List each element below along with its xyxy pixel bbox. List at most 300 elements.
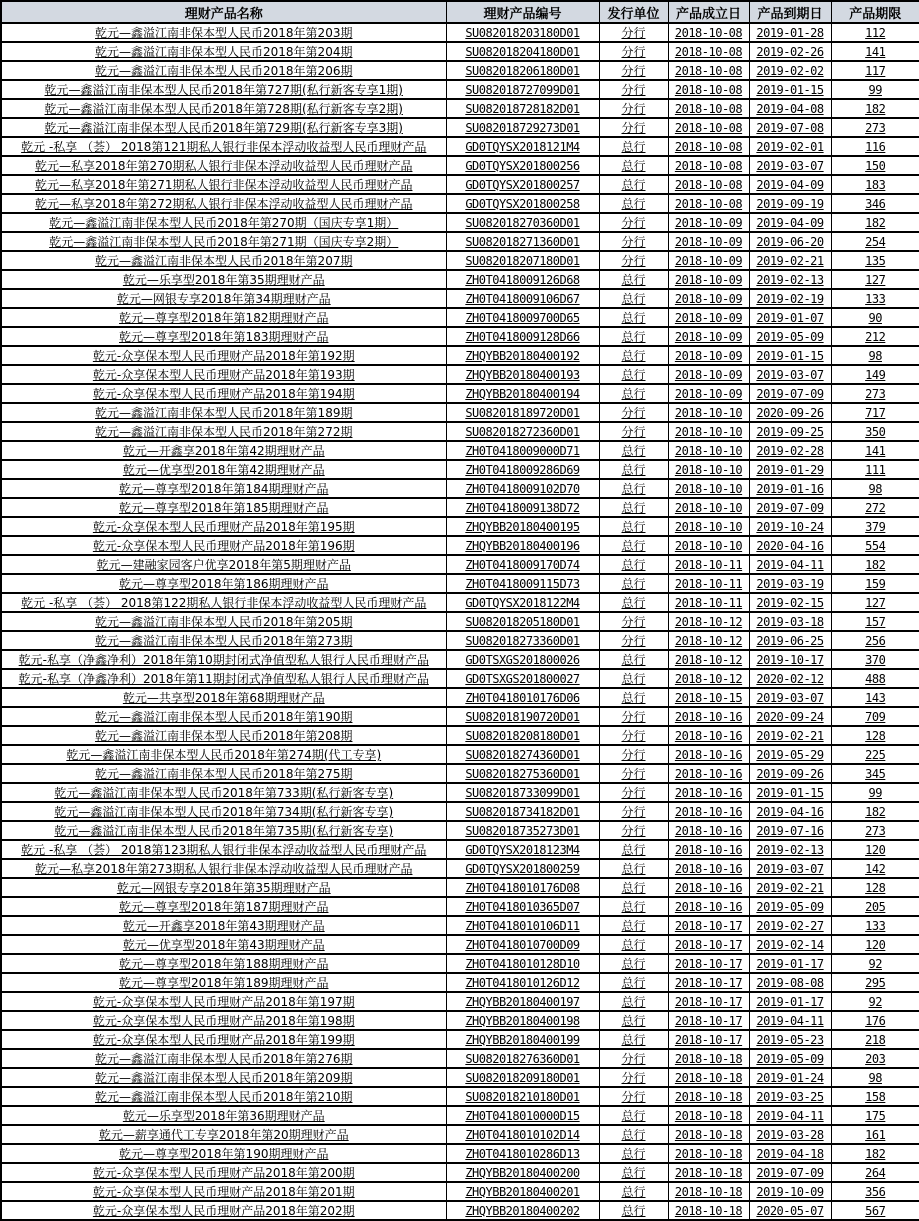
cell-term-days[interactable]: 92 [831,954,919,973]
cell-product-code[interactable]: ZH0T0418010365D07 [446,897,599,916]
cell-product-code[interactable]: ZHQYBB20180400201 [446,1182,599,1201]
cell-establish-date[interactable]: 2018-10-08 [668,137,749,156]
cell-product-code[interactable]: SU082018205180D01 [446,612,599,631]
cell-product-name[interactable]: 乾元—鑫溢江南非保本型人民币2018年第727期(私行新客专享1期) [1,80,446,99]
cell-establish-date[interactable]: 2018-10-18 [668,1087,749,1106]
cell-issuing-unit[interactable]: 分行 [599,764,668,783]
cell-establish-date[interactable]: 2018-10-16 [668,840,749,859]
cell-issuing-unit[interactable]: 分行 [599,1068,668,1087]
cell-issuing-unit[interactable]: 总行 [599,688,668,707]
cell-establish-date[interactable]: 2018-10-18 [668,1163,749,1182]
cell-issuing-unit[interactable]: 总行 [599,916,668,935]
cell-product-code[interactable]: GD0TQYSX2018123M4 [446,840,599,859]
cell-term-days[interactable]: 133 [831,916,919,935]
cell-establish-date[interactable]: 2018-10-08 [668,80,749,99]
cell-establish-date[interactable]: 2018-10-18 [668,1106,749,1125]
cell-maturity-date[interactable]: 2019-04-18 [749,1144,831,1163]
cell-term-days[interactable]: 225 [831,745,919,764]
cell-issuing-unit[interactable]: 总行 [599,954,668,973]
cell-product-code[interactable]: SU082018733099D01 [446,783,599,802]
cell-product-name[interactable]: 乾元—鑫溢江南非保本型人民币2018年第205期 [1,612,446,631]
cell-maturity-date[interactable]: 2019-03-25 [749,1087,831,1106]
cell-issuing-unit[interactable]: 总行 [599,365,668,384]
cell-product-name[interactable]: 乾元—鑫溢江南非保本型人民币2018年第733期(私行新客专享) [1,783,446,802]
cell-issuing-unit[interactable]: 总行 [599,840,668,859]
cell-product-code[interactable]: SU082018207180D01 [446,251,599,270]
cell-product-code[interactable]: GD0TQYSX201800259 [446,859,599,878]
cell-maturity-date[interactable]: 2019-04-16 [749,802,831,821]
cell-product-name[interactable]: 乾元-众享保本型人民币理财产品2018年第194期 [1,384,446,403]
cell-maturity-date[interactable]: 2020-02-12 [749,669,831,688]
cell-maturity-date[interactable]: 2019-09-19 [749,194,831,213]
cell-product-code[interactable]: GD0TSXGS201800027 [446,669,599,688]
cell-product-name[interactable]: 乾元—尊享型2018年第182期理财产品 [1,308,446,327]
cell-product-code[interactable]: SU082018735273D01 [446,821,599,840]
cell-product-name[interactable]: 乾元—鑫溢江南非保本型人民币2018年第275期 [1,764,446,783]
cell-establish-date[interactable]: 2018-10-17 [668,916,749,935]
cell-issuing-unit[interactable]: 总行 [599,517,668,536]
cell-maturity-date[interactable]: 2019-07-08 [749,118,831,137]
cell-product-code[interactable]: ZH0T0418010286D13 [446,1144,599,1163]
cell-maturity-date[interactable]: 2019-02-21 [749,726,831,745]
cell-term-days[interactable]: 127 [831,593,919,612]
cell-maturity-date[interactable]: 2019-05-29 [749,745,831,764]
cell-term-days[interactable]: 98 [831,479,919,498]
cell-issuing-unit[interactable]: 分行 [599,726,668,745]
cell-product-code[interactable]: GD0TQYSX201800257 [446,175,599,194]
cell-maturity-date[interactable]: 2019-01-29 [749,460,831,479]
cell-establish-date[interactable]: 2018-10-08 [668,42,749,61]
cell-product-name[interactable]: 乾元-众享保本型人民币理财产品2018年第198期 [1,1011,446,1030]
cell-issuing-unit[interactable]: 总行 [599,555,668,574]
cell-maturity-date[interactable]: 2019-01-15 [749,346,831,365]
cell-product-code[interactable]: ZHQYBB20180400195 [446,517,599,536]
cell-issuing-unit[interactable]: 总行 [599,593,668,612]
cell-term-days[interactable]: 176 [831,1011,919,1030]
cell-product-code[interactable]: SU082018210180D01 [446,1087,599,1106]
cell-term-days[interactable]: 273 [831,118,919,137]
cell-term-days[interactable]: 567 [831,1201,919,1220]
cell-maturity-date[interactable]: 2019-10-09 [749,1182,831,1201]
cell-product-code[interactable]: ZH0T0418009700D65 [446,308,599,327]
cell-product-name[interactable]: 乾元—尊享型2018年第187期理财产品 [1,897,446,916]
cell-establish-date[interactable]: 2018-10-08 [668,61,749,80]
cell-product-name[interactable]: 乾元—鑫溢江南非保本型人民币2018年第735期(私行新客专享) [1,821,446,840]
cell-establish-date[interactable]: 2018-10-10 [668,498,749,517]
cell-issuing-unit[interactable]: 分行 [599,1049,668,1068]
cell-establish-date[interactable]: 2018-10-12 [668,669,749,688]
cell-establish-date[interactable]: 2018-10-10 [668,460,749,479]
cell-product-name[interactable]: 乾元—鑫溢江南非保本型人民币2018年第276期 [1,1049,446,1068]
cell-maturity-date[interactable]: 2020-04-16 [749,536,831,555]
cell-term-days[interactable]: 149 [831,365,919,384]
cell-issuing-unit[interactable]: 总行 [599,973,668,992]
cell-maturity-date[interactable]: 2019-04-11 [749,1011,831,1030]
cell-issuing-unit[interactable]: 分行 [599,42,668,61]
cell-maturity-date[interactable]: 2019-06-20 [749,232,831,251]
cell-issuing-unit[interactable]: 总行 [599,460,668,479]
cell-product-name[interactable]: 乾元—开鑫享2018年第43期理财产品 [1,916,446,935]
cell-product-code[interactable]: SU082018276360D01 [446,1049,599,1068]
cell-maturity-date[interactable]: 2019-07-09 [749,498,831,517]
cell-establish-date[interactable]: 2018-10-12 [668,650,749,669]
cell-maturity-date[interactable]: 2019-09-25 [749,422,831,441]
cell-product-name[interactable]: 乾元—鑫溢江南非保本型人民币2018年第204期 [1,42,446,61]
cell-term-days[interactable]: 157 [831,612,919,631]
cell-establish-date[interactable]: 2018-10-16 [668,821,749,840]
cell-issuing-unit[interactable]: 分行 [599,612,668,631]
cell-maturity-date[interactable]: 2019-02-19 [749,289,831,308]
cell-product-code[interactable]: SU082018206180D01 [446,61,599,80]
cell-issuing-unit[interactable]: 总行 [599,1144,668,1163]
cell-maturity-date[interactable]: 2019-01-15 [749,80,831,99]
cell-term-days[interactable]: 346 [831,194,919,213]
cell-product-name[interactable]: 乾元 -私享 （荟） 2018第123期私人银行非保本浮动收益型人民币理财产品 [1,840,446,859]
cell-product-code[interactable]: ZH0T0418010700D09 [446,935,599,954]
cell-term-days[interactable]: 182 [831,99,919,118]
cell-product-code[interactable]: SU082018209180D01 [446,1068,599,1087]
cell-product-code[interactable]: ZH0T0418009286D69 [446,460,599,479]
cell-establish-date[interactable]: 2018-10-15 [668,688,749,707]
cell-term-days[interactable]: 254 [831,232,919,251]
cell-issuing-unit[interactable]: 分行 [599,403,668,422]
cell-maturity-date[interactable]: 2019-05-23 [749,1030,831,1049]
cell-establish-date[interactable]: 2018-10-18 [668,1182,749,1201]
cell-establish-date[interactable]: 2018-10-09 [668,384,749,403]
cell-product-name[interactable]: 乾元—鑫溢江南非保本型人民币2018年第190期 [1,707,446,726]
cell-product-name[interactable]: 乾元—薪享通代工专享2018年第20期理财产品 [1,1125,446,1144]
cell-product-name[interactable]: 乾元—鑫溢江南非保本型人民币2018年第728期(私行新客专享2期) [1,99,446,118]
cell-issuing-unit[interactable]: 分行 [599,707,668,726]
cell-product-name[interactable]: 乾元-众享保本型人民币理财产品2018年第193期 [1,365,446,384]
cell-issuing-unit[interactable]: 分行 [599,783,668,802]
cell-maturity-date[interactable]: 2019-03-28 [749,1125,831,1144]
cell-issuing-unit[interactable]: 总行 [599,878,668,897]
cell-product-name[interactable]: 乾元—建融家园客户优享2018年第5期理财产品 [1,555,446,574]
cell-term-days[interactable]: 143 [831,688,919,707]
cell-product-name[interactable]: 乾元—鑫溢江南非保本型人民币2018年第203期 [1,23,446,42]
cell-establish-date[interactable]: 2018-10-17 [668,954,749,973]
cell-product-name[interactable]: 乾元—鑫溢江南非保本型人民币2018年第208期 [1,726,446,745]
cell-maturity-date[interactable]: 2019-10-24 [749,517,831,536]
header-maturity-date[interactable]: 产品到期日 [749,1,831,23]
cell-establish-date[interactable]: 2018-10-17 [668,935,749,954]
cell-term-days[interactable]: 183 [831,175,919,194]
cell-establish-date[interactable]: 2018-10-16 [668,745,749,764]
cell-issuing-unit[interactable]: 分行 [599,99,668,118]
cell-establish-date[interactable]: 2018-10-16 [668,707,749,726]
cell-product-name[interactable]: 乾元 -私享 （荟） 2018第122期私人银行非保本浮动收益型人民币理财产品 [1,593,446,612]
cell-term-days[interactable]: 203 [831,1049,919,1068]
cell-term-days[interactable]: 150 [831,156,919,175]
cell-product-code[interactable]: SU082018272360D01 [446,422,599,441]
cell-term-days[interactable]: 272 [831,498,919,517]
cell-product-code[interactable]: SU082018270360D01 [446,213,599,232]
cell-maturity-date[interactable]: 2019-03-19 [749,574,831,593]
cell-term-days[interactable]: 488 [831,669,919,688]
cell-term-days[interactable]: 128 [831,726,919,745]
cell-term-days[interactable]: 116 [831,137,919,156]
cell-term-days[interactable]: 142 [831,859,919,878]
cell-establish-date[interactable]: 2018-10-16 [668,802,749,821]
cell-maturity-date[interactable]: 2019-04-11 [749,1106,831,1125]
cell-term-days[interactable]: 709 [831,707,919,726]
cell-issuing-unit[interactable]: 分行 [599,1087,668,1106]
cell-product-code[interactable]: ZHQYBB20180400193 [446,365,599,384]
cell-issuing-unit[interactable]: 总行 [599,1030,668,1049]
cell-product-name[interactable]: 乾元-众享保本型人民币理财产品2018年第195期 [1,517,446,536]
cell-product-code[interactable]: SU082018273360D01 [446,631,599,650]
cell-product-code[interactable]: GD0TQYSX201800256 [446,156,599,175]
cell-product-name[interactable]: 乾元—尊享型2018年第186期理财产品 [1,574,446,593]
cell-establish-date[interactable]: 2018-10-10 [668,422,749,441]
cell-establish-date[interactable]: 2018-10-18 [668,1125,749,1144]
cell-maturity-date[interactable]: 2019-04-08 [749,99,831,118]
cell-issuing-unit[interactable]: 分行 [599,213,668,232]
cell-product-code[interactable]: GD0TQYSX2018121M4 [446,137,599,156]
cell-product-name[interactable]: 乾元—鑫溢江南非保本型人民币2018年第209期 [1,1068,446,1087]
cell-term-days[interactable]: 133 [831,289,919,308]
cell-product-code[interactable]: SU082018728182D01 [446,99,599,118]
cell-term-days[interactable]: 345 [831,764,919,783]
cell-establish-date[interactable]: 2018-10-16 [668,783,749,802]
cell-establish-date[interactable]: 2018-10-09 [668,308,749,327]
cell-product-name[interactable]: 乾元—尊享型2018年第190期理财产品 [1,1144,446,1163]
cell-establish-date[interactable]: 2018-10-18 [668,1068,749,1087]
cell-maturity-date[interactable]: 2019-03-07 [749,365,831,384]
cell-issuing-unit[interactable]: 总行 [599,574,668,593]
cell-term-days[interactable]: 212 [831,327,919,346]
cell-maturity-date[interactable]: 2019-03-07 [749,688,831,707]
cell-product-name[interactable]: 乾元-众享保本型人民币理财产品2018年第200期 [1,1163,446,1182]
cell-product-code[interactable]: SU082018204180D01 [446,42,599,61]
cell-product-name[interactable]: 乾元-众享保本型人民币理财产品2018年第199期 [1,1030,446,1049]
cell-establish-date[interactable]: 2018-10-18 [668,1049,749,1068]
cell-term-days[interactable]: 554 [831,536,919,555]
cell-product-code[interactable]: ZH0T0418010128D10 [446,954,599,973]
cell-issuing-unit[interactable]: 分行 [599,251,668,270]
cell-establish-date[interactable]: 2018-10-18 [668,1201,749,1220]
header-establish-date[interactable]: 产品成立日 [668,1,749,23]
cell-product-name[interactable]: 乾元—鑫溢江南非保本型人民币2018年第274期(代工专享) [1,745,446,764]
cell-term-days[interactable]: 175 [831,1106,919,1125]
cell-issuing-unit[interactable]: 总行 [599,308,668,327]
cell-maturity-date[interactable]: 2019-01-07 [749,308,831,327]
cell-establish-date[interactable]: 2018-10-16 [668,726,749,745]
cell-issuing-unit[interactable]: 分行 [599,23,668,42]
cell-product-name[interactable]: 乾元—鑫溢江南非保本型人民币2018年第210期 [1,1087,446,1106]
cell-establish-date[interactable]: 2018-10-17 [668,992,749,1011]
cell-term-days[interactable]: 135 [831,251,919,270]
cell-issuing-unit[interactable]: 分行 [599,802,668,821]
cell-establish-date[interactable]: 2018-10-11 [668,555,749,574]
cell-product-name[interactable]: 乾元—鑫溢江南非保本型人民币2018年第272期 [1,422,446,441]
cell-maturity-date[interactable]: 2019-02-02 [749,61,831,80]
cell-issuing-unit[interactable]: 分行 [599,422,668,441]
cell-term-days[interactable]: 379 [831,517,919,536]
cell-product-name[interactable]: 乾元-众享保本型人民币理财产品2018年第202期 [1,1201,446,1220]
cell-product-name[interactable]: 乾元-众享保本型人民币理财产品2018年第192期 [1,346,446,365]
cell-term-days[interactable]: 161 [831,1125,919,1144]
cell-maturity-date[interactable]: 2019-07-09 [749,1163,831,1182]
cell-product-code[interactable]: ZH0T0418010102D14 [446,1125,599,1144]
cell-term-days[interactable]: 117 [831,61,919,80]
cell-term-days[interactable]: 90 [831,308,919,327]
cell-establish-date[interactable]: 2018-10-08 [668,118,749,137]
cell-product-code[interactable]: ZH0T0418009102D70 [446,479,599,498]
cell-issuing-unit[interactable]: 总行 [599,536,668,555]
cell-establish-date[interactable]: 2018-10-12 [668,631,749,650]
cell-product-code[interactable]: SU082018275360D01 [446,764,599,783]
cell-product-code[interactable]: ZH0T0418009138D72 [446,498,599,517]
cell-product-name[interactable]: 乾元—开鑫享2018年第42期理财产品 [1,441,446,460]
cell-issuing-unit[interactable]: 总行 [599,1201,668,1220]
cell-product-code[interactable]: ZHQYBB20180400196 [446,536,599,555]
cell-establish-date[interactable]: 2018-10-17 [668,1011,749,1030]
cell-establish-date[interactable]: 2018-10-08 [668,194,749,213]
cell-issuing-unit[interactable]: 总行 [599,1163,668,1182]
cell-issuing-unit[interactable]: 总行 [599,1106,668,1125]
cell-maturity-date[interactable]: 2019-04-09 [749,175,831,194]
cell-maturity-date[interactable]: 2019-01-28 [749,23,831,42]
cell-product-code[interactable]: GD0TQYSX2018122M4 [446,593,599,612]
cell-product-code[interactable]: SU082018271360D01 [446,232,599,251]
header-product-code[interactable]: 理财产品编号 [446,1,599,23]
cell-term-days[interactable]: 182 [831,555,919,574]
cell-term-days[interactable]: 295 [831,973,919,992]
cell-term-days[interactable]: 273 [831,384,919,403]
cell-product-name[interactable]: 乾元—尊享型2018年第184期理财产品 [1,479,446,498]
cell-establish-date[interactable]: 2018-10-09 [668,346,749,365]
cell-maturity-date[interactable]: 2019-02-26 [749,42,831,61]
cell-maturity-date[interactable]: 2019-10-17 [749,650,831,669]
cell-product-code[interactable]: ZH0T0418010106D11 [446,916,599,935]
cell-product-code[interactable]: ZH0T0418010176D06 [446,688,599,707]
cell-maturity-date[interactable]: 2019-03-07 [749,859,831,878]
cell-term-days[interactable]: 120 [831,840,919,859]
cell-issuing-unit[interactable]: 分行 [599,631,668,650]
cell-term-days[interactable]: 264 [831,1163,919,1182]
cell-product-code[interactable]: ZH0T0418009126D68 [446,270,599,289]
cell-product-code[interactable]: ZH0T0418009170D74 [446,555,599,574]
cell-issuing-unit[interactable]: 总行 [599,175,668,194]
cell-issuing-unit[interactable]: 总行 [599,479,668,498]
cell-product-code[interactable]: ZH0T0418010176D08 [446,878,599,897]
cell-product-code[interactable]: ZH0T0418010000D15 [446,1106,599,1125]
cell-term-days[interactable]: 99 [831,80,919,99]
cell-term-days[interactable]: 218 [831,1030,919,1049]
header-term-days[interactable]: 产品期限 [831,1,919,23]
cell-maturity-date[interactable]: 2019-02-01 [749,137,831,156]
cell-issuing-unit[interactable]: 总行 [599,897,668,916]
cell-term-days[interactable]: 205 [831,897,919,916]
cell-product-name[interactable]: 乾元—鑫溢江南非保本型人民币2018年第189期 [1,403,446,422]
cell-issuing-unit[interactable]: 总行 [599,1182,668,1201]
cell-product-code[interactable]: ZH0T0418009106D67 [446,289,599,308]
cell-product-name[interactable]: 乾元—私享2018年第273期私人银行非保本浮动收益型人民币理财产品 [1,859,446,878]
cell-issuing-unit[interactable]: 总行 [599,156,668,175]
cell-product-name[interactable]: 乾元 -私享 （荟） 2018第121期私人银行非保本浮动收益型人民币理财产品 [1,137,446,156]
cell-maturity-date[interactable]: 2019-07-09 [749,384,831,403]
cell-establish-date[interactable]: 2018-10-08 [668,175,749,194]
cell-term-days[interactable]: 370 [831,650,919,669]
cell-product-code[interactable]: GD0TSXGS201800026 [446,650,599,669]
cell-maturity-date[interactable]: 2019-01-24 [749,1068,831,1087]
cell-issuing-unit[interactable]: 总行 [599,194,668,213]
cell-product-code[interactable]: ZHQYBB20180400198 [446,1011,599,1030]
cell-issuing-unit[interactable]: 分行 [599,118,668,137]
cell-product-code[interactable]: SU082018190720D01 [446,707,599,726]
header-product-name[interactable]: 理财产品名称 [1,1,446,23]
cell-maturity-date[interactable]: 2019-06-25 [749,631,831,650]
cell-product-name[interactable]: 乾元—鑫溢江南非保本型人民币2018年第729期(私行新客专享3期) [1,118,446,137]
cell-maturity-date[interactable]: 2019-09-26 [749,764,831,783]
cell-product-code[interactable]: GD0TQYSX201800258 [446,194,599,213]
cell-product-name[interactable]: 乾元-私享（净鑫净利）2018年第10期封闭式净值型私人银行人民币理财产品 [1,650,446,669]
cell-product-code[interactable]: ZH0T0418010126D12 [446,973,599,992]
cell-establish-date[interactable]: 2018-10-18 [668,1144,749,1163]
cell-establish-date[interactable]: 2018-10-09 [668,327,749,346]
cell-term-days[interactable]: 120 [831,935,919,954]
cell-maturity-date[interactable]: 2019-04-09 [749,213,831,232]
cell-establish-date[interactable]: 2018-10-10 [668,479,749,498]
cell-maturity-date[interactable]: 2020-09-26 [749,403,831,422]
cell-establish-date[interactable]: 2018-10-10 [668,441,749,460]
cell-term-days[interactable]: 158 [831,1087,919,1106]
cell-maturity-date[interactable]: 2020-05-07 [749,1201,831,1220]
cell-term-days[interactable]: 273 [831,821,919,840]
cell-establish-date[interactable]: 2018-10-10 [668,517,749,536]
cell-maturity-date[interactable]: 2019-01-17 [749,954,831,973]
cell-establish-date[interactable]: 2018-10-09 [668,365,749,384]
cell-establish-date[interactable]: 2018-10-09 [668,232,749,251]
cell-term-days[interactable]: 99 [831,783,919,802]
cell-product-name[interactable]: 乾元-众享保本型人民币理财产品2018年第201期 [1,1182,446,1201]
cell-issuing-unit[interactable]: 总行 [599,327,668,346]
cell-maturity-date[interactable]: 2019-02-15 [749,593,831,612]
cell-establish-date[interactable]: 2018-10-11 [668,574,749,593]
cell-product-code[interactable]: SU082018189720D01 [446,403,599,422]
cell-product-code[interactable]: SU082018203180D01 [446,23,599,42]
cell-product-code[interactable]: SU082018727099D01 [446,80,599,99]
cell-product-name[interactable]: 乾元—尊享型2018年第189期理财产品 [1,973,446,992]
cell-issuing-unit[interactable]: 总行 [599,1125,668,1144]
cell-product-code[interactable]: ZH0T0418009115D73 [446,574,599,593]
cell-product-code[interactable]: ZHQYBB20180400202 [446,1201,599,1220]
cell-maturity-date[interactable]: 2019-01-15 [749,783,831,802]
cell-maturity-date[interactable]: 2019-07-16 [749,821,831,840]
cell-product-code[interactable]: ZH0T0418009000D71 [446,441,599,460]
cell-term-days[interactable]: 128 [831,878,919,897]
cell-product-name[interactable]: 乾元-众享保本型人民币理财产品2018年第196期 [1,536,446,555]
cell-establish-date[interactable]: 2018-10-11 [668,593,749,612]
cell-maturity-date[interactable]: 2019-03-07 [749,156,831,175]
cell-term-days[interactable]: 182 [831,213,919,232]
cell-product-code[interactable]: ZH0T0418009128D66 [446,327,599,346]
cell-issuing-unit[interactable]: 分行 [599,821,668,840]
cell-issuing-unit[interactable]: 总行 [599,289,668,308]
cell-term-days[interactable]: 141 [831,441,919,460]
cell-establish-date[interactable]: 2018-10-08 [668,23,749,42]
cell-product-name[interactable]: 乾元—鑫溢江南非保本型人民币2018年第270期（国庆专享1期） [1,213,446,232]
cell-maturity-date[interactable]: 2019-02-21 [749,878,831,897]
cell-establish-date[interactable]: 2018-10-16 [668,859,749,878]
cell-product-name[interactable]: 乾元—尊享型2018年第183期理财产品 [1,327,446,346]
cell-product-name[interactable]: 乾元—网银专享2018年第35期理财产品 [1,878,446,897]
cell-maturity-date[interactable]: 2019-05-09 [749,1049,831,1068]
cell-maturity-date[interactable]: 2019-02-13 [749,270,831,289]
cell-maturity-date[interactable]: 2019-01-16 [749,479,831,498]
